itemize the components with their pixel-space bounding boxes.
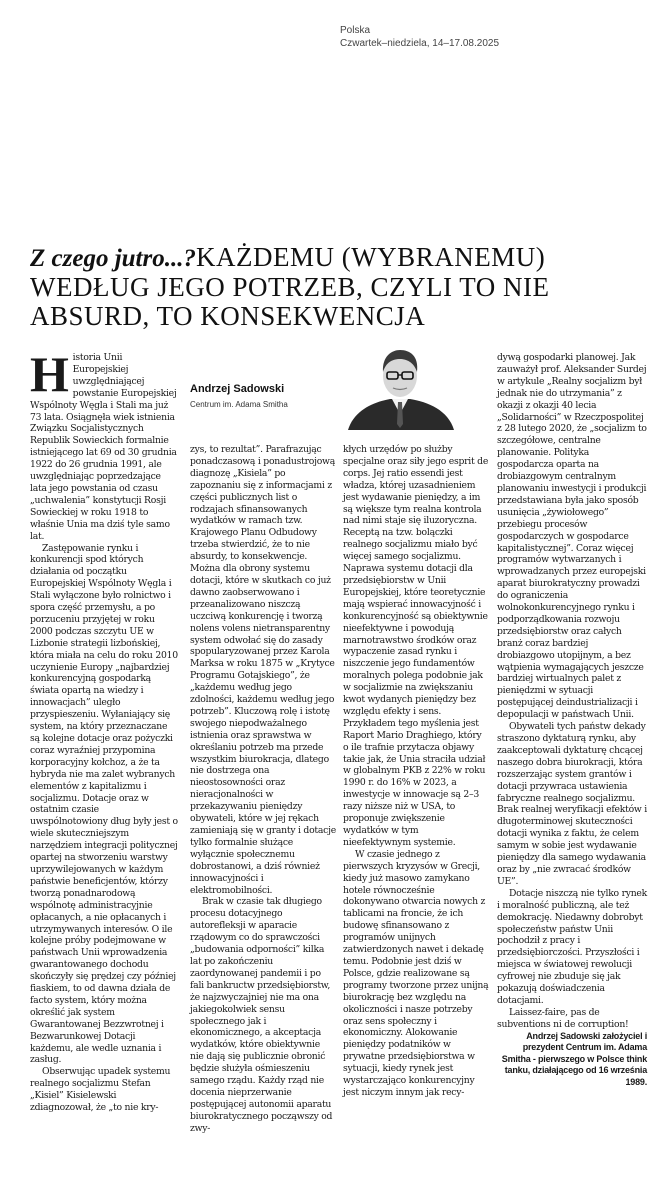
article-paragraph: kłych urzędów po służby specjalne oraz siły jego esprit de corps. Jej ratio essendi jest władza, której uzasadnieniem jest wydawanie pieniędzy, a im są większe tym realna kontrola nad nimi staje się iluzoryczna. Receptą na tzw. bolączki realnego socjalizmu miało być więcej samego socjalizmu. Naprawa systemu dotacji dla przedsiębiorstw w Unii Europejskiej, które teoretycznie mają wspierać innowacyjność i konkurencyjność są obiektywnie nieefektywne i powodują marnotrawstwo środków oraz wypaczenie zasad rynku i niszczenie jego fundamentów moralnych polega podobnie jak w socjalizmie na zwiększaniu kwot wydanych pieniędzy bez względu efekty i sens. Przykładem tego myślenia jest Raport Mario Draghiego, który o ile trafnie przytacza objawy takie jak, że Unia straciła udział w globalnym PKB z 22% w roku 1990 r. do 16% w 2023, a inwestycje w innowacje są 2–3 razy niższe niż w USA, to proponuje zwiększenie wydatków w tym nieefektywnym systemie. bbox=[343, 444, 489, 848]
article-column-1 bbox=[30, 346, 178, 1114]
masthead bbox=[340, 24, 499, 50]
article-paragraph: Zastępowanie rynku i konkurencji spod których działania od początku Europejskiej Wspólnoty Węgla i Stali wyłączone było rolnictwo i spora część przemysłu, a po porzuceniu przyjętej w roku 2000 podczas szczytu UE w Lizbonie strategii lizbońskiej, która miała na celu do roku 2010 uczynienie Europy „najbardziej konkurencyjną gospodarką świata opartą na wiedzy i innowacjach” uległo przyspieszeniu. Wyłaniający się system, na który przeznaczane są kolejne dotacje oraz pożyczki coraz wyraźniej przypomina korporacyjny kołchoz, a że ta hybryda nie ma zalet wybranych elementów z kapitalizmu i socjalizmu. Dotacje oraz w ostatnim czasie uwspólnotowiony dług były jest o wiele skuteczniejszym narzędziem integracji politycznej opartej na stworzeniu warstwy uprzywilejowanych w każdym państwie beneficjentów, którzy tworzą ponadnarodową wspólnotę administracyjnie opłacanych, a nie opłacanych i utrzymywanych interesów. O ile kolejne próby podejmowane w państwach Unii wprowadzenia gwarantowanego dochodu skończyły się prędzej czy później fiaskiem, to od dawna działa de facto system, który można określić jak system Gwarantowanej Bezzwrotnej i Bezwarunkowej Dotacji każdemu, ale wedle uznania i zasług. bbox=[30, 542, 178, 1066]
article-paragraph: Dotacje niszczą nie tylko rynek i moralność publiczną, ale też demokrację. Niedawny dobrobyt społeczeństw państw Unii pochodził z pracy i przedsiębiorczości. Przyszłości i miejsca w światowej rewolucji cyfrowej nie zbuduje się jak pokazują doświadczenia dotacjami. bbox=[497, 887, 648, 1006]
author-box bbox=[190, 340, 490, 430]
headline-kicker: Z czego jutro...? bbox=[30, 245, 196, 272]
article-paragraph: zys, to rezultat”. Parafrazując ponadczasową i ponadustrojową diagnozę „Kisiela” po zapoznaniu się z informacjami z części publicznych list o rodzajach sfinansowanych wydatków w ramach tzw. Krajowego Planu Odbudowy trzeba stwierdzić, że to nie absurdy, to konsekwencje. Można dla obrony systemu dotacji, które w skutkach co już dawno zaobserwowano i przeanalizowano niszczą uczciwą konkurencję i tworzą nolens volens nietransparentny system odwołać się do zasady spopularyzowanej przez Karola Marksa w roku 1875 w „Krytyce Programu Gotajskiego”, że „każdemu według jego zdolności, każdemu według jego potrzeb”. Kluczową rolę i istotę swojego niepodważalnego istnienia oraz sprawstwa w określaniu potrzeb ma przede wszystkim biurokracja, dlatego nie dostrzega ona nieostosowności oraz nieracjonalności w przekazywaniu pieniędzy obywateli, które w jej rękach zamieniają się w granty i dotacje tylko formalnie służące wyłącznie społecznemu dobrostanowi, a dziś również innowacyjności i elektromobilności. bbox=[190, 444, 336, 896]
article-paragraph: dywą gospodarki planowej. Jak zauważył prof. Aleksander Surdej w artykule „Realny socjalizm był jednak nie do utrzymania” z okazji z okazji 40 lecia „Solidarności” w Rzeczpospolitej z 28 lutego 2020, że „socjalizm to szczegółowe, centralne planowanie. Polityka gospodarcza oparta na drobiazgowym centralnym planowaniu inwestycji i produkcji przedstawiana była jako sposób usunięcia „żywiołowego” przebiegu procesów gospodarczych w gospodarce kapitalistycznej”. Coraz więcej programów wytwarzanych i wprowadzanych przez europejski aparat biurokratyczny prowadzi do ograniczenia wolnokonkurencyjnego rynku i podporządkowania rozwoju przedsiębiorstw oraz całych branż coraz bardziej drobiazgowo utopijnym, a bez wątpienia wymagających jeszcze bardziej wirtualnych palet z pieniędzmi w sytuacji postępującej deindustrializacji i depopulacji w państwach Unii. bbox=[497, 352, 647, 721]
article-column-4 bbox=[497, 352, 647, 1089]
masthead-edition: Czwartek–niedziela, 14–17.08.2025 bbox=[340, 38, 499, 49]
article-column-3 bbox=[343, 444, 489, 1099]
masthead-country: Polska bbox=[340, 25, 371, 36]
author-portrait bbox=[340, 344, 460, 430]
article-paragraph: Obywateli tych państw dekady straszono dyktaturą rynku, aby zaakceptowali dyktaturę chcącej naszego dobra biurokracji, która rozszerzając system grantów i dotacji przywraca ustawienia fabryczne realnego socjalizmu. Brak realnej weryfikacji efektów i długoterminowej skuteczności dotacji wynika z faktu, że celem samym w sobie jest wydawanie pieniędzy dla samego wydawania oraz by „nie zwracać środków UE”. bbox=[497, 721, 647, 887]
author-bio: Andrzej Sadowski założyciel i prezydent Centrum im. Adama Smitha - pierwszego w Polsce think tanku, działającego od 16 września 1989. bbox=[501, 1030, 647, 1088]
article-paragraph: Obserwując upadek systemu realnego socjalizmu Stefan „Kisiel” Kisielewski zdiagnozował, że „to nie kry- bbox=[30, 1066, 171, 1114]
drop-cap: H bbox=[30, 346, 69, 402]
article-column-2 bbox=[190, 444, 336, 1135]
headline-title: KAŻDEMU (WYBRANEMU) WEDŁUG JEGO POTRZEB, CZYLI TO NIE ABSURD, TO KONSEKWENCJA bbox=[30, 242, 550, 331]
article-paragraph: Brak w czasie tak długiego procesu dotacyjnego autorefleksji w aparacie rządowym co do sprawczości „budowania odporności” kilka lat po zakończeniu zaordynowanej pandemii i po fali bankructw przedsiębiorstw, że najzwyczajniej nie ma ona jakiegokolwiek sensu społecznego jak i ekonomicznego, a akceptacja wydatków, które obiektywnie nie dają się publicznie obronić będzie służyła ośmieszeniu samego rządu. Każdy rząd nie docenia nieprzerwanie postępującej autonomii aparatu biurokratycznego począwszy od zwy- bbox=[190, 896, 333, 1134]
author-role: Centrum im. Adama Smitha bbox=[190, 400, 288, 409]
article-paragraph: Historia Unii Europejskiej uwzględniającej powstanie Europejskiej Wspólnoty Węgla i Stali ma już 73 lata. Osiągnęła wiek istnienia Związku Socjalistycznych Republik Sowieckich formalnie istniejącego lat 69 od 30 grudnia 1922 do 26 grudnia 1991, ale uwzględniając poprzedzające lata jego powstania od czasu „uchwalenia” konstytucji Rosji Sowieckiej w roku 1918 to właśnie Unia ma dziś tyle samo lat. bbox=[30, 346, 177, 542]
article-closing-line: Laissez-faire, pas de subventions ni de corruption! bbox=[497, 1006, 629, 1030]
article-paragraph: W czasie jednego z pierwszych kryzysów w Grecji, kiedy już masowo zamykano hotele równocześnie dokonywano otwarcia nowych z tablicami na froncie, że ich budowę sfinansowano z programów unijnych zatwierdzonych nawet i dekadę temu. Podobnie jest dziś w Polsce, gdzie realizowane są programy tworzone przez unijną biurokrację bez względu na okoliczności i nasze potrzeby oraz sens społeczny i ekonomiczny. Alokowanie pieniędzy podatników w prywatne przedsiębiorstwa w sytuacji, kiedy rynek jest wystarczająco konkurencyjny jest niczym innym jak recy- bbox=[343, 848, 489, 1098]
headline bbox=[30, 243, 650, 331]
author-name: Andrzej Sadowski bbox=[190, 383, 285, 395]
